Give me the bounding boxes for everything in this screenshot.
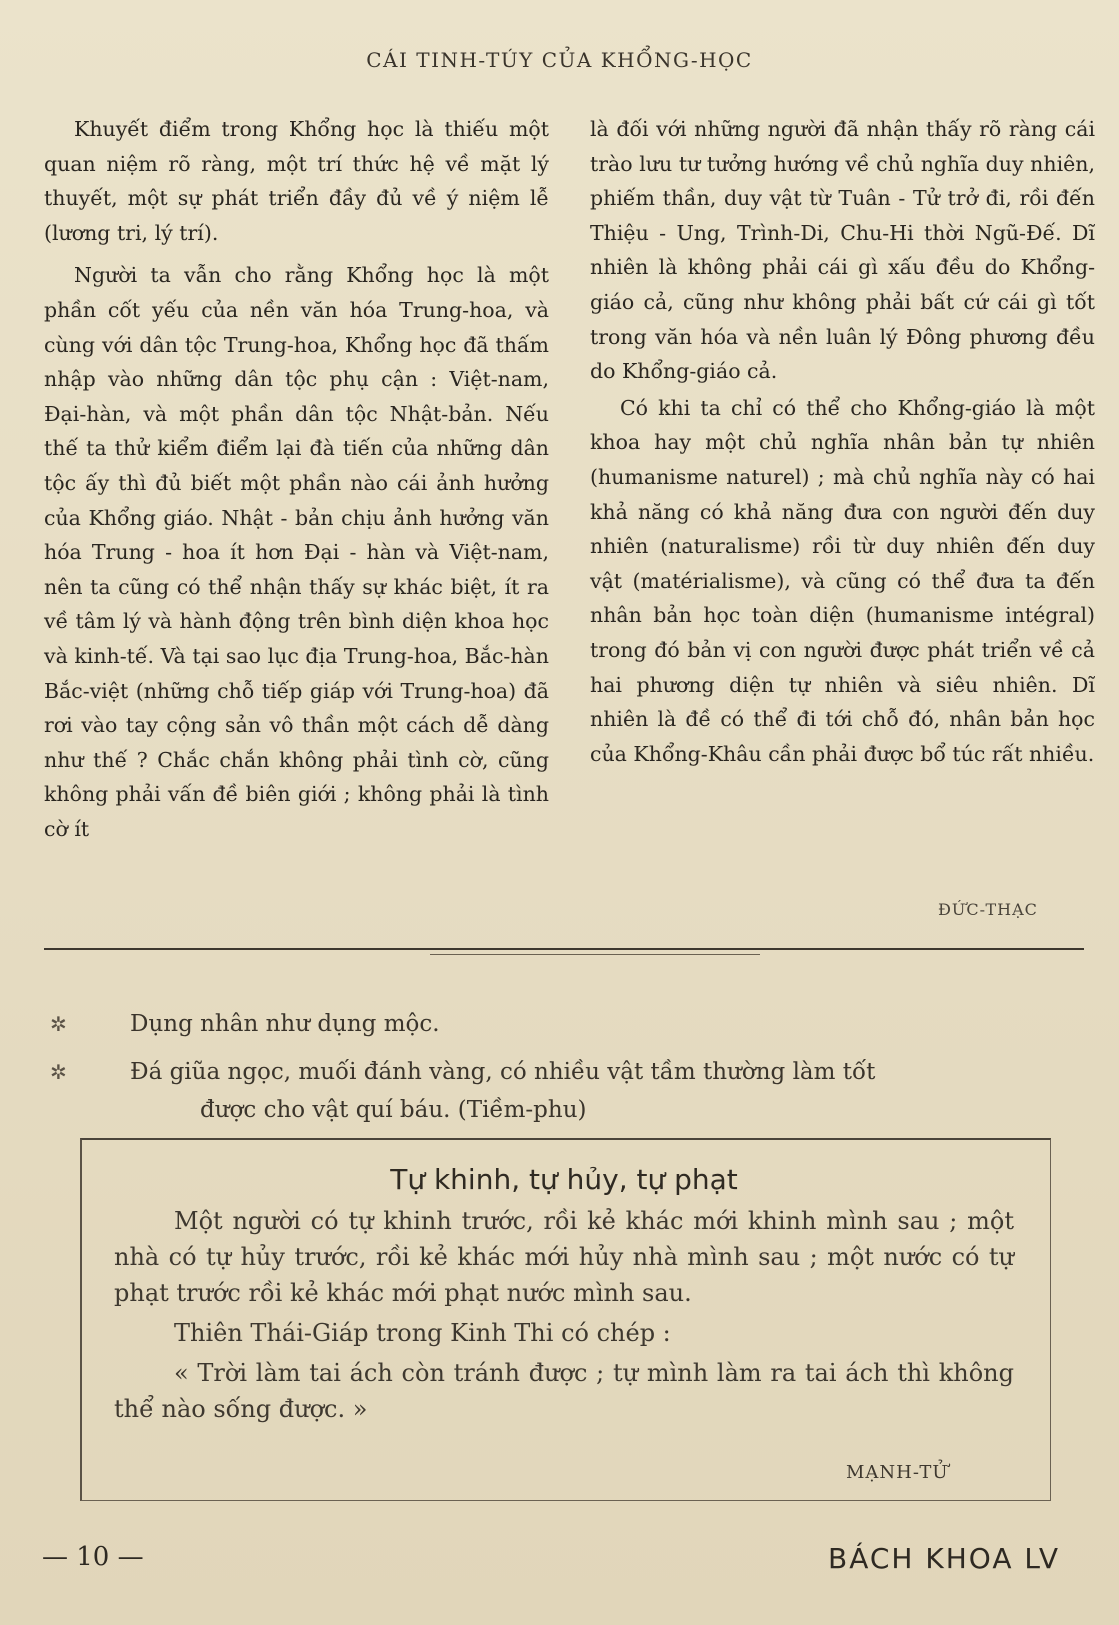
star-icon: ✲ — [50, 1060, 67, 1084]
star-icon: ✲ — [50, 1012, 67, 1036]
paragraph: Người ta vẫn cho rằng Khổng học là một phần cốt yếu của nền văn hóa Trung-hoa, và cùng với dân tộc Trung-hoa, Khổng học đã thấm nhập vào những dân tộc phụ cận : Việt-nam, Đại-hàn, và một phần dân tộc Nhật-bản. Nếu thế ta thử kiểm điểm lại đà tiến của những dân tộc ấy thì đủ biết một phần nào cái ảnh hưởng của Khổng giáo. Nhật - bản chịu ảnh hưởng văn hóa Trung - hoa ít hơn Đại - hàn và Việt-nam, nên ta cũng có thể nhận thấy sự khác biệt, ít ra về tâm lý và hành động trên bình diện khoa học và kinh-tế. Và tại sao lục địa Trung-hoa, Bắc-hàn Bắc-việt (những chỗ tiếp giáp với Trung-hoa) đã rơi vào tay cộng sản vô thần một cách dễ dàng như thế ? Chắc chắn không phải tình cờ, cũng không phải vấn đề biên giới ; không phải là tình cờ ít — [44, 263, 549, 841]
left-column — [44, 112, 549, 846]
paragraph: Khuyết điểm trong Khổng học là thiếu một quan niệm rõ ràng, một trí thức hệ về mặt lý thuyết, một sự phát triển đầy đủ về ý niệm lễ (lương tri, lý trí). — [44, 117, 549, 245]
page-number: — 10 — — [42, 1542, 144, 1572]
boxed-paragraph: Một người có tự khinh trước, rồi kẻ khác mới khinh mình sau ; một nhà có tự hủy trước, rồi kẻ khác mới hủy nhà mình sau ; một nước có tự phạt trước rồi kẻ khác mới phạt nước mình sau. — [114, 1207, 1014, 1307]
paragraph: là đối với những người đã nhận thấy rõ ràng cái trào lưu tư tưởng hướng về chủ nghĩa duy nhiên, phiếm thần, duy vật từ Tuân - Tử trở đi, rồi đến Thiệu - Ung, Trình-Di, Chu-Hi thời Ngũ-Đế. Dĩ nhiên là không phải cái gì xấu đều do Khổng-giáo cả, cũng như không phải bất cứ cái gì tốt trong văn hóa và nền luân lý Đông phương đều do Khổng-giáo cả. — [590, 117, 1095, 384]
paragraph: Có khi ta chỉ có thể cho Khổng-giáo là một khoa hay một chủ nghĩa nhân bản tự nhiên (humanisme naturel) ; mà chủ nghĩa này có hai khả năng có khả năng đưa con người đến duy nhiên (naturalisme) rồi từ duy nhiên đến duy vật (matérialisme), và cũng có thể đưa ta đến nhân bản học toàn diện (humanisme intégral) trong đó bản vị con người được phát triển về cả hai phương diện tự nhiên và siêu nhiên. Dĩ nhiên là đề có thể đi tới chỗ đó, nhân bản học của Khổng-Khâu cần phải được bổ túc rất nhiều. — [590, 395, 1095, 766]
boxed-body — [114, 1203, 1014, 1427]
magazine-name: BÁCH KHOA LV — [828, 1542, 1061, 1575]
boxed-paragraph: Thiên Thái-Giáp trong Kinh Thi có chép : — [174, 1319, 671, 1347]
boxed-paragraph: « Trời làm tai ách còn tránh được ; tự mình làm ra tai ách thì không thể nào sống được. » — [114, 1359, 1014, 1423]
running-head: CÁI TINH-TÚY CỦA KHỔNG-HỌC — [366, 48, 753, 72]
maxim-item — [50, 1053, 1090, 1129]
section-divider — [44, 948, 1084, 950]
right-column — [590, 112, 1095, 771]
maxim-item — [50, 1005, 1090, 1043]
section-divider-thin — [430, 954, 760, 955]
boxed-signature: MẠNH-TỬ — [846, 1462, 949, 1483]
maxim-continuation: được cho vật quí báu. (Tiềm-phu) — [200, 1097, 587, 1123]
maxim-text: Đá giũa ngọc, muối đánh vàng, có nhiều vật tầm thường làm tốt — [130, 1059, 876, 1085]
boxed-title: Tự khinh, tự hủy, tự phạt — [390, 1163, 738, 1196]
maxim-text: Dụng nhân như dụng mộc. — [130, 1011, 440, 1037]
article-signature: ĐỨC-THẠC — [938, 900, 1038, 919]
